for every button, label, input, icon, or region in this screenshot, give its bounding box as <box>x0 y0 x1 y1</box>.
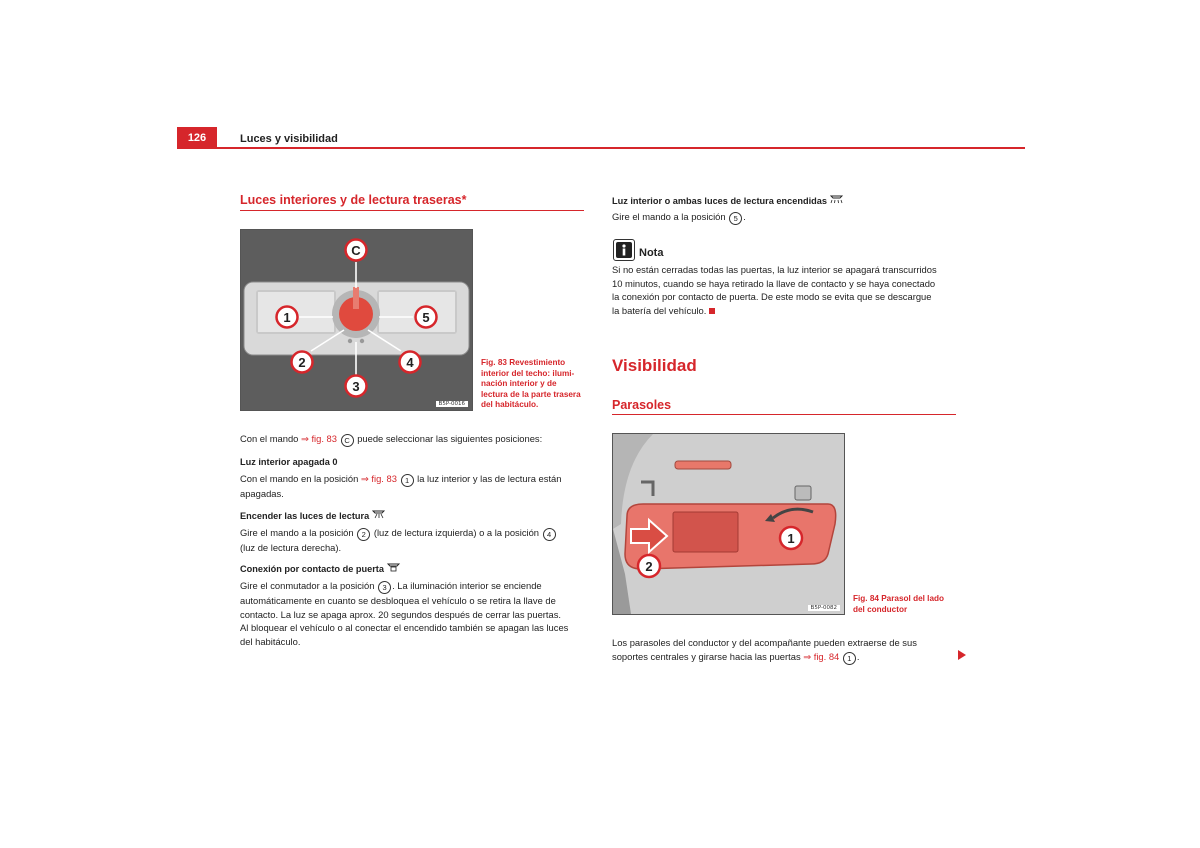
info-icon <box>613 239 635 261</box>
label-1: 1 <box>283 310 291 325</box>
fig-ref-link[interactable]: ⇒ fig. 83 <box>360 473 397 484</box>
end-marker <box>709 308 715 314</box>
section-title: Luces interiores y de lectura traseras* <box>240 193 467 207</box>
subheading-door: Conexión por contacto de puerta <box>240 563 401 574</box>
door-contact-icon <box>387 563 401 572</box>
subheading-both: Luz interior o ambas luces de lectura encendidas <box>612 195 844 206</box>
section-rule <box>240 210 584 211</box>
figure-84 <box>612 433 845 615</box>
figure-84-caption: Fig. 84 Parasol del lado del conductor <box>853 594 945 614</box>
sunvisor-title: Parasoles <box>612 398 672 412</box>
fig-ref-link[interactable]: ⇒ fig. 84 <box>803 650 840 662</box>
sunvisor-paragraph: Los parasoles del conductor y del acompañante pueden extraerse de sus soportes centrales y girarse hacia las puertas ⇒ fig. 84 1 . <box>612 637 917 663</box>
subheading-reading: Encender las luces de lectura <box>240 510 386 521</box>
sunvisor-illustration <box>613 434 844 614</box>
next-page-arrow[interactable] <box>958 650 966 660</box>
note-title: Nota <box>639 247 664 259</box>
label-5: 5 <box>422 310 430 325</box>
sunvisor-rule <box>612 414 956 415</box>
ceiling-light-illustration <box>241 230 472 410</box>
paragraph-both: Gire el mando a la posición 5 . <box>612 211 746 223</box>
label-3: 3 <box>352 379 360 394</box>
paragraph-off: Con el mando en la posición ⇒ fig. 83 1 la luz interior y las de lectura están apagadas. <box>240 473 562 499</box>
intro-paragraph: Con el mando ⇒ fig. 83 C puede seleccionar las siguientes posiciones: <box>240 433 543 445</box>
paragraph-reading: Gire el mando a la posición 2 (luz de lectura izquierda) o a la posición 4 (luz de lectura derecha). <box>240 526 590 555</box>
figure-83 <box>240 229 473 411</box>
subheading-off: Luz interior apagada 0 <box>240 457 338 467</box>
label-c: C <box>351 243 361 258</box>
note-paragraph: Si no están cerradas todas las puertas, la luz interior se apagará transcurridos 10 minutos, cuando se haya retirado la llave de contacto y se haya conectado la conexión por contacto de puerta. De este modo se evita que se descargue la batería del vehículo. <box>612 264 937 316</box>
figure-code: B5P-0082 <box>808 605 840 611</box>
page-number: 126 <box>177 127 217 149</box>
label-2: 2 <box>298 355 306 370</box>
figure-code: B5P-0016 <box>436 401 468 407</box>
label-4: 4 <box>406 355 414 370</box>
reading-light-icon <box>372 510 386 519</box>
paragraph-door: Gire el conmutador a la posición 3 . La iluminación interior se enciende automáticamente en cuanto se desbloquea el vehículo o se retira la llave de contacto. La luz se apaga aprox. 20 segundos después de cerrar las puertas. Al bloquear el vehículo o al conectar el encendido también se apagan las luces del habitáculo. <box>240 580 569 647</box>
label-2: 2 <box>645 559 653 574</box>
header-rule <box>177 147 1025 149</box>
figure-83-caption: Fig. 83 Revestimiento interior del techo: ilumi- nación interior y de lectura de la parte trasera del habitáculo. <box>481 358 581 410</box>
interior-light-icon <box>830 195 844 204</box>
label-1: 1 <box>787 531 795 546</box>
header-title: Luces y visibilidad <box>240 133 338 145</box>
fig-ref-link[interactable]: ⇒ fig. 83 <box>300 433 337 444</box>
visibility-title: Visibilidad <box>612 356 697 375</box>
